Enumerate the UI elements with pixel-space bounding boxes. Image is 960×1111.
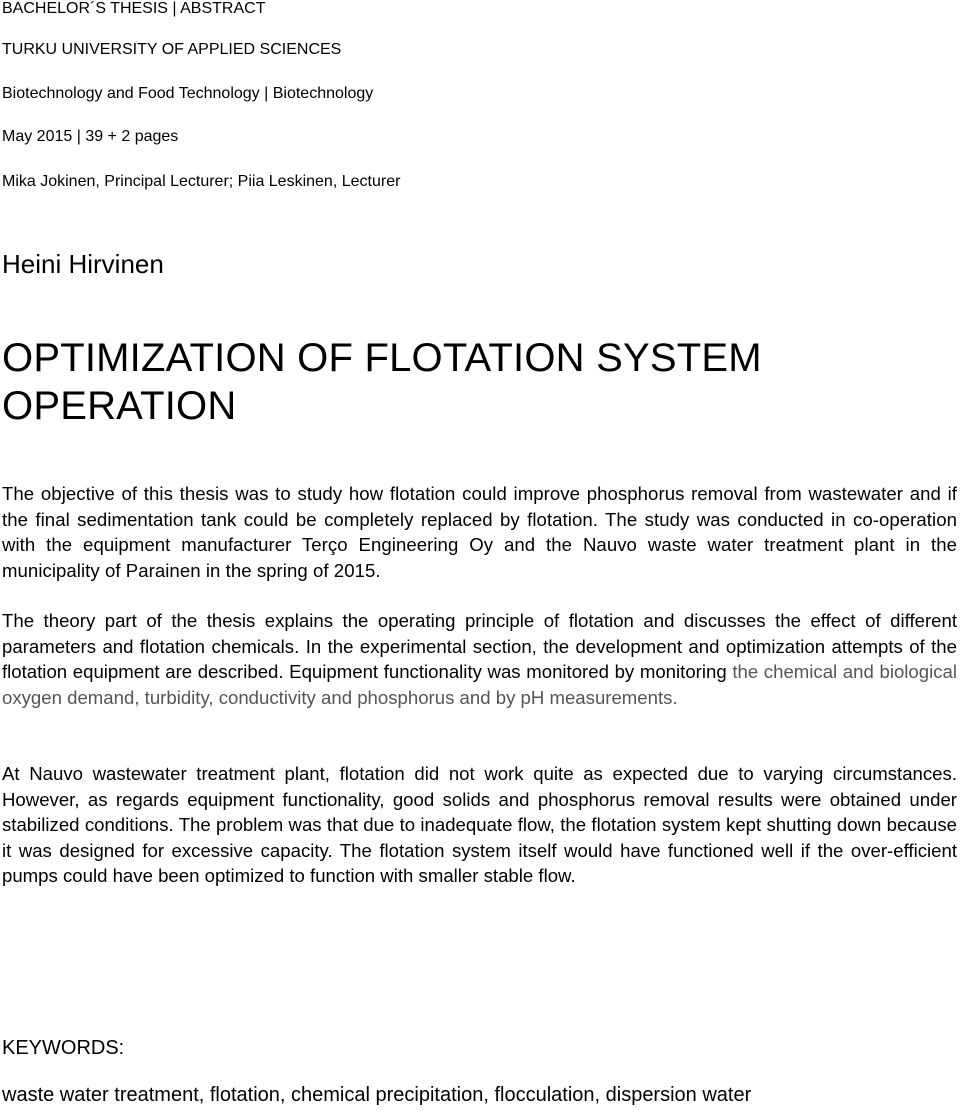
abstract-paragraph-2-main: The theory part of the thesis explains the operating principle of flotation and discusses the effect of different parameters and flotation chemicals. In the experimental section, the development and optimization attempts of the flotation equipment are described. Equipment functionality was monitored by monitoring (2, 610, 957, 682)
degree-programme: Biotechnology and Food Technology | Biotechnology (2, 85, 374, 102)
supervisors: Mika Jokinen, Principal Lecturer; Piia Leskinen, Lecturer (2, 173, 401, 190)
author-name: Heini Hirvinen (2, 249, 164, 279)
date-and-pages: May 2015 | 39 + 2 pages (2, 128, 179, 145)
abstract-paragraph-1: The objective of this thesis was to study how flotation could improve phosphorus removal from wastewater and if the final sedimentation tank could be completely replaced by flotation. The study was conducted in co-operation with the equipment manufacturer Terço Engineering Oy and the Nauvo waste water treatment plant in the municipality of Parainen in the spring of 2015. (2, 483, 957, 581)
title-line-2: OPERATION (2, 384, 237, 428)
title-line-1: OPTIMIZATION OF FLOTATION SYSTEM (2, 336, 762, 380)
abstract-paragraph-3: At Nauvo wastewater treatment plant, flotation did not work quite as expected due to varying circumstances. However, as regards equipment functionality, good solids and phosphorus removal results were obtained under stabilized conditions. The problem was that due to inadequate flow, the flotation system kept shutting down because it was designed for excessive capacity. The flotation system itself would have functioned well if the over-efficient pumps could have been optimized to function with smaller stable flow. (2, 763, 957, 886)
university-name: TURKU UNIVERSITY OF APPLIED SCIENCES (2, 41, 342, 58)
keywords-list: waste water treatment, flotation, chemical precipitation, flocculation, dispersion water (2, 1084, 752, 1106)
abstract-paragraph-2 (2, 608, 957, 710)
keywords-label: KEYWORDS: (2, 1037, 125, 1059)
thesis-title (2, 334, 762, 430)
abstract-paragraph-2-measurements: the chemical and biological oxygen demand, turbidity, conductivity and phosphorus and by pH measurements. (2, 661, 957, 708)
document-type: BACHELOR´S THESIS | ABSTRACT (2, 0, 266, 17)
